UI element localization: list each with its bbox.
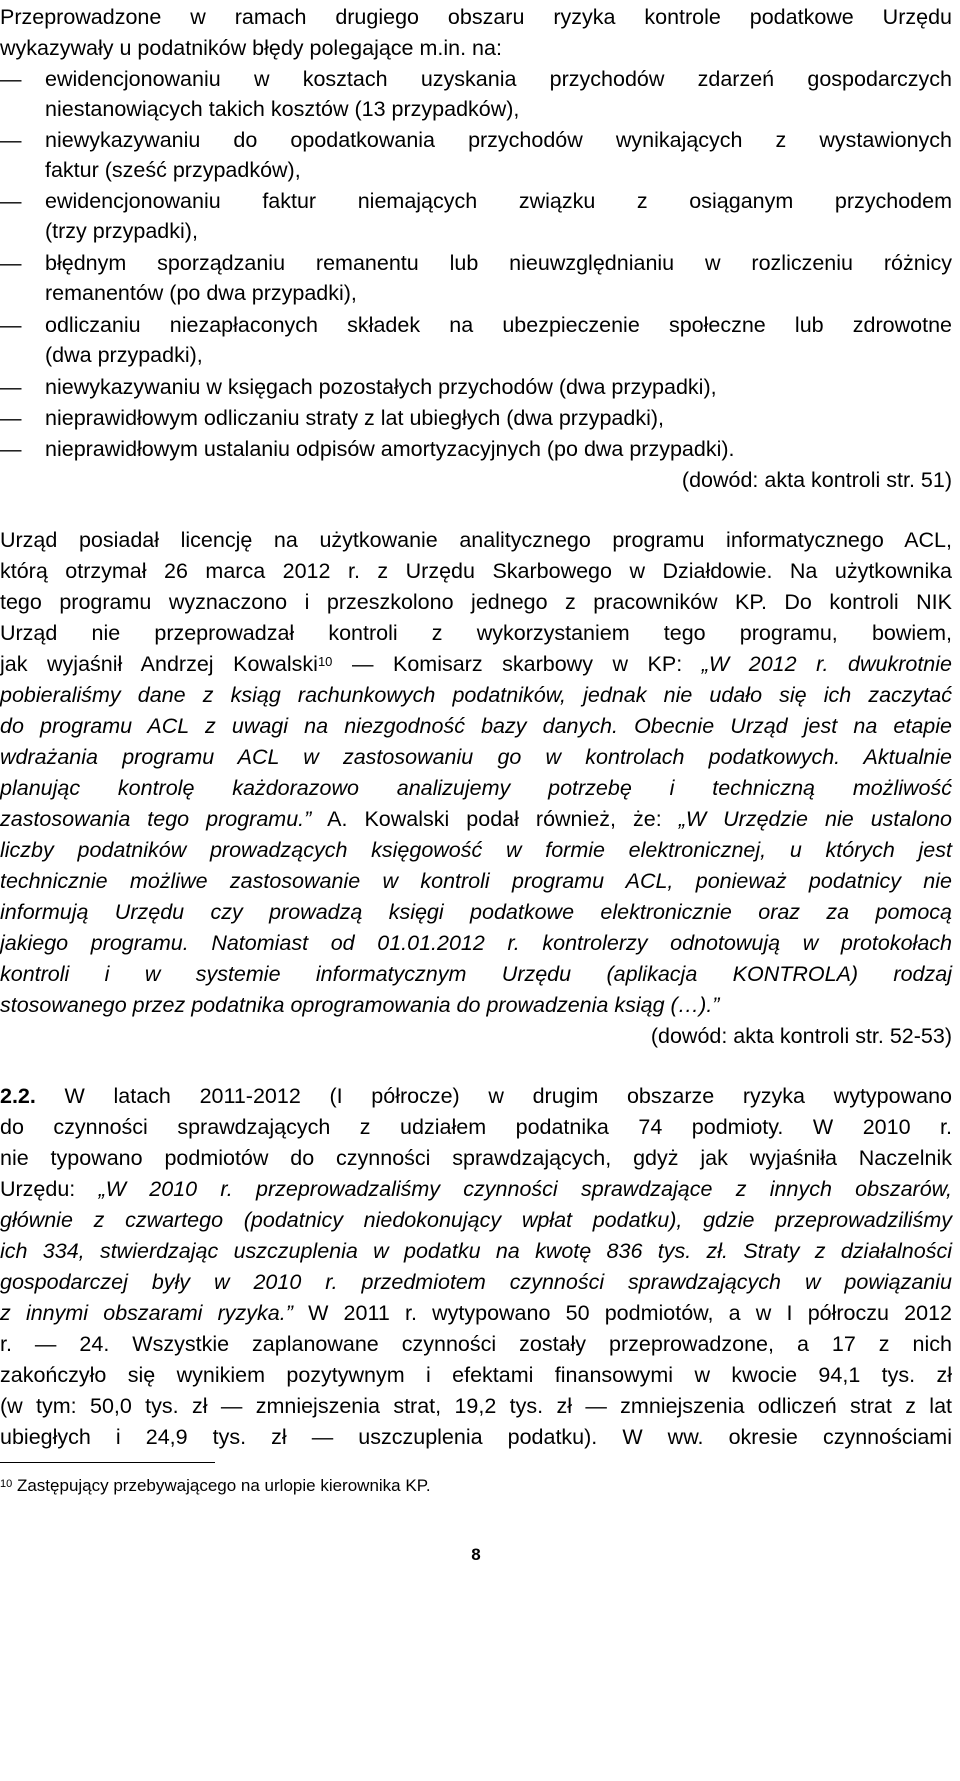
section-line: r. — 24. Wszystkie zaplanowane czynności zostały przeprowadzone, a 17 z nich — [0, 1332, 952, 1356]
list-item — [0, 186, 952, 246]
paragraph-line: wdrażania programu ACL w zastosowaniu go w kontrolach podatkowych. Aktualnie — [0, 745, 952, 769]
list-item-line: (trzy przypadki), — [45, 219, 198, 243]
paragraph-line — [0, 649, 952, 679]
text-run: W latach 2011-2012 (I półrocze) w drugim obszarze ryzyka wytypowano — [35, 1084, 952, 1108]
section-number: 2.2. — [0, 1084, 36, 1108]
footnote-ref: 10 — [317, 654, 333, 669]
section-line: głównie z czwartego (podatnicy niedokonujący wpłat podatku), gdzie przeprowadziliśmy — [0, 1208, 952, 1232]
list-item-line: niewykazywaniu do opodatkowania przychodów wynikających z wystawionych — [45, 128, 952, 152]
text-run: A. Kowalski podał również, że: — [311, 807, 679, 831]
intro-line-1: Przeprowadzone w ramach drugiego obszaru ryzyka kontrole podatkowe Urzędu — [0, 5, 952, 29]
paragraph-line: informują Urzędu czy prowadzą księgi podatkowe elektronicznie oraz za pomocą — [0, 900, 952, 924]
text-run: Urzędu: — [0, 1177, 99, 1201]
list-item-line: odliczaniu niezapłaconych składek na ubezpieczenie społeczne lub zdrowotne — [45, 313, 952, 337]
section-line: ubiegłych i 24,9 tys. zł — uszczuplenia podatku). W ww. okresie czynnościami — [0, 1425, 952, 1449]
footnote — [0, 1474, 431, 1498]
list-item-line: nieprawidłowym odliczaniu straty z lat ubiegłych (dwa przypadki), — [45, 406, 664, 430]
paragraph-line: Urząd nie przeprowadzał kontroli z wykorzystaniem tego programu, bowiem, — [0, 621, 952, 645]
list-item — [0, 64, 952, 124]
footnote-text: Zastępujący przebywającego na urlopie kierownika KP. — [12, 1476, 431, 1495]
list-item-line: ewidencjonowaniu faktur niemających związku z osiąganym przychodem — [45, 189, 952, 213]
section-line — [0, 1298, 952, 1328]
list-item — [0, 372, 952, 402]
paragraph-line — [0, 804, 952, 834]
list-item-line: ewidencjonowaniu w kosztach uzyskania przychodów zdarzeń gospodarczych — [45, 67, 952, 91]
paragraph-line: liczby podatników prowadzących księgowość w formie elektronicznej, u których jest — [0, 838, 952, 862]
section-line — [0, 1081, 952, 1111]
footnote-rule — [0, 1462, 215, 1463]
list-item-line: nieprawidłowym ustalaniu odpisów amortyzacyjnych (po dwa przypadki). — [45, 437, 735, 461]
paragraph-line: do programu ACL z uwagi na niezgodność bazy danych. Obecnie Urząd jest na etapie — [0, 714, 952, 738]
text-run: jak wyjaśnił Andrzej Kowalski — [0, 652, 318, 676]
paragraph-line: planując kontrolę każdorazowo analizujemy potrzebę i techniczną możliwość — [0, 776, 952, 800]
dash-bullet: — — [0, 406, 22, 430]
footnote-mark: 10 — [0, 1478, 13, 1490]
evidence-note: (dowód: akta kontroli str. 51) — [681, 468, 952, 492]
section-line: zakończyło się wynikiem pozytywnym i efektami finansowymi w kwocie 94,1 tys. zł — [0, 1363, 952, 1387]
list-item — [0, 310, 952, 370]
section-line: do czynności sprawdzających z udziałem podatnika 74 podmioty. W 2010 r. — [0, 1115, 952, 1139]
dash-bullet: — — [0, 189, 22, 213]
paragraph-line: technicznie możliwe zastosowanie w kontroli programu ACL, ponieważ podatnicy nie — [0, 869, 952, 893]
paragraph-line: jakiego programu. Natomiast od 01.01.2012 r. kontrolerzy odnotowują w protokołach — [0, 931, 952, 955]
list-item — [0, 434, 952, 464]
quote-run: „W 2012 r. dwukrotnie — [701, 652, 952, 676]
paragraph-line: którą otrzymał 26 marca 2012 r. z Urzędu Skarbowego w Działdowie. Na użytkownika — [0, 559, 952, 583]
text-run: — Komisarz skarbowy w KP: — [332, 652, 702, 676]
list-item-line: niewykazywaniu w księgach pozostałych przychodów (dwa przypadki), — [45, 375, 717, 399]
paragraph-line: pobieraliśmy dane z ksiąg rachunkowych podatników, jednak nie udało się ich zaczytać — [0, 683, 952, 707]
text-run: W 2011 r. wytypowano 50 podmiotów, a w I półroczu 2012 — [292, 1301, 952, 1325]
list-item — [0, 403, 952, 433]
list-item-line: błędnym sporządzaniu remanentu lub nieuwzględnianiu w rozliczeniu różnicy — [45, 251, 952, 275]
list-item-line: (dwa przypadki), — [45, 343, 203, 367]
page-number: 8 — [471, 1545, 481, 1564]
quote-run: „W Urzędzie nie ustalono — [678, 807, 952, 831]
list-item-line: niestanowiących takich kosztów (13 przypadków), — [45, 97, 520, 121]
section-line: (w tym: 50,0 tys. zł — zmniejszenia strat, 19,2 tys. zł — zmniejszenia odliczeń strat z lat — [0, 1394, 952, 1418]
dash-bullet: — — [0, 128, 22, 152]
list-item-line: remanentów (po dwa przypadki), — [45, 281, 357, 305]
section-line: ich 334, stwierdzając uszczuplenia w podatku na kwotę 836 tys. zł. Straty z działalności — [0, 1239, 952, 1263]
section-line — [0, 1174, 952, 1204]
quote-run: „W 2010 r. przeprowadzaliśmy czynności sprawdzające z innych obszarów, — [98, 1177, 952, 1201]
list-item — [0, 248, 952, 308]
paragraph-line: stosowanego przez podatnika oprogramowania do prowadzenia ksiąg (…).” — [0, 993, 720, 1017]
dash-bullet: — — [0, 313, 22, 337]
list-item-line: faktur (sześć przypadków), — [45, 158, 301, 182]
paragraph-line: Urząd posiadał licencję na użytkowanie analitycznego programu informatycznego ACL, — [0, 528, 952, 552]
dash-bullet: — — [0, 67, 22, 91]
intro-line-2: wykazywały u podatników błędy polegające m.in. na: — [0, 36, 502, 60]
dash-bullet: — — [0, 375, 22, 399]
list-item — [0, 125, 952, 185]
section-line: gospodarczej były w 2010 r. przedmiotem czynności sprawdzających w powiązaniu — [0, 1270, 952, 1294]
dash-bullet: — — [0, 437, 22, 461]
dash-bullet: — — [0, 251, 22, 275]
section-line: nie typowano podmiotów do czynności sprawdzających, gdyż jak wyjaśniła Naczelnik — [0, 1146, 952, 1170]
paragraph-line: kontroli i w systemie informatycznym Urzędu (aplikacja KONTROLA) rodzaj — [0, 962, 952, 986]
evidence-note: (dowód: akta kontroli str. 52-53) — [650, 1024, 952, 1048]
quote-run: zastosowania tego programu.” — [0, 807, 312, 831]
paragraph-line: tego programu wyznaczono i przeszkolono jednego z pracowników KP. Do kontroli NIK — [0, 590, 952, 614]
quote-run: z innymi obszarami ryzyka.” — [0, 1301, 293, 1325]
